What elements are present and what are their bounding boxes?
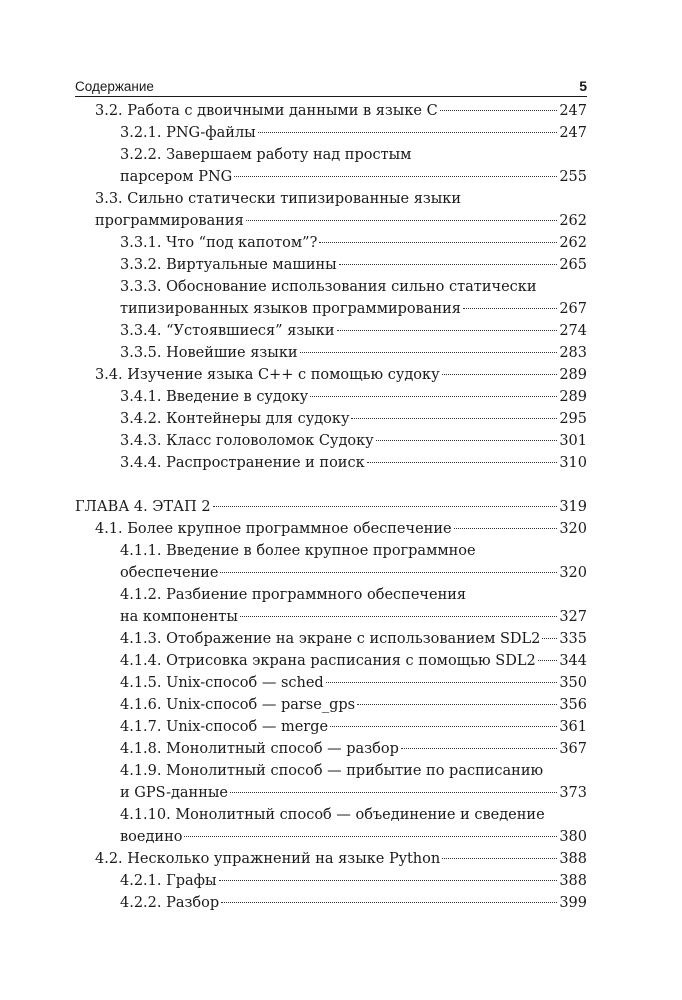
toc-entry-last-line	[120, 298, 587, 320]
toc-entry-title: программирования	[95, 213, 244, 229]
toc-entry[interactable]	[75, 254, 587, 276]
toc-entry-page-number: 265	[559, 257, 587, 273]
toc-entry[interactable]	[75, 100, 587, 122]
dot-leader	[240, 616, 557, 617]
toc-entry-title: 3.3.5. Новейшие языки	[120, 345, 298, 361]
toc-entry-title: 4.1.3. Отображение на экране с использованием SDL2	[120, 631, 541, 647]
toc-entry-title: 3.4.2. Контейнеры для судоку	[120, 411, 350, 427]
toc-entry-last-line	[120, 782, 587, 804]
dot-leader	[221, 902, 557, 903]
toc-entry-title: парсером PNG	[120, 169, 233, 185]
toc-entry-title-line: 3.2.2. Завершаем работу над простым	[120, 147, 412, 163]
toc-entry-title: 3.3.2. Виртуальные машины	[120, 257, 337, 273]
toc-entry-last-line	[120, 738, 587, 760]
toc-entry[interactable]	[75, 122, 587, 144]
toc-entry-last-line	[120, 628, 587, 650]
dot-leader	[542, 638, 557, 639]
dot-leader	[401, 748, 557, 749]
toc-entry-title: на компоненты	[120, 609, 238, 625]
dot-leader	[367, 462, 558, 463]
toc-entry[interactable]	[75, 848, 587, 870]
toc-entry-last-line	[120, 672, 587, 694]
dot-leader	[442, 858, 557, 859]
running-header	[75, 74, 587, 94]
toc-entry-page-number: 310	[559, 455, 587, 471]
toc-entry-page-number: 267	[559, 301, 587, 317]
dot-leader	[326, 682, 558, 683]
toc-entry-page-number: 380	[559, 829, 587, 845]
toc-entry-page-number: 274	[559, 323, 587, 339]
toc-entry-page-number: 283	[559, 345, 587, 361]
toc-entry[interactable]	[75, 452, 587, 474]
toc-entry[interactable]	[75, 342, 587, 364]
toc-entry-title: 4.1. Более крупное программное обеспечение	[95, 521, 452, 537]
toc-entry[interactable]	[75, 738, 587, 760]
toc-entry-title-line: 4.1.10. Монолитный способ — объединение и сведение	[120, 807, 545, 823]
dot-leader	[230, 792, 557, 793]
toc-entry-title: 4.2.1. Графы	[120, 873, 217, 889]
toc-entry-last-line	[120, 892, 587, 914]
toc-entry-page-number: 361	[559, 719, 587, 735]
toc-entry[interactable]	[75, 364, 587, 386]
toc-entry-last-line	[120, 342, 587, 364]
dot-leader	[319, 242, 557, 243]
toc-entry-page-number: 327	[559, 609, 587, 625]
toc-entry-page-number: 247	[559, 103, 587, 119]
dot-leader	[442, 374, 558, 375]
toc-entry-last-line	[120, 452, 587, 474]
toc-entry[interactable]	[75, 584, 587, 628]
toc-entry-last-line	[120, 650, 587, 672]
toc-entry-title-line: 4.1.9. Монолитный способ — прибытие по расписанию	[120, 763, 544, 779]
toc-entry-title: 3.2.1. PNG-файлы	[120, 125, 256, 141]
dot-leader	[184, 836, 557, 837]
toc-entry-page-number: 320	[559, 521, 587, 537]
toc-entry-title: 4.2. Несколько упражнений на языке Python	[95, 851, 441, 867]
toc-entry-page-number: 319	[559, 499, 587, 515]
toc-entry-title: 3.4.3. Класс головоломок Судоку	[120, 433, 374, 449]
dot-leader	[220, 572, 557, 573]
toc-entry-last-line	[120, 606, 587, 628]
dot-leader	[234, 176, 557, 177]
toc-entry-page-number: 301	[559, 433, 587, 449]
toc-entry[interactable]	[75, 430, 587, 452]
toc-entry-page-number: 356	[559, 697, 587, 713]
toc-entry-last-line	[120, 166, 587, 188]
toc-entry-page-number: 335	[559, 631, 587, 647]
header-rule	[75, 96, 587, 97]
toc-entry-page-number: 388	[559, 851, 587, 867]
toc-entry-title: 3.4.4. Распространение и поиск	[120, 455, 365, 471]
toc-entry[interactable]	[75, 232, 587, 254]
toc-entry[interactable]	[75, 870, 587, 892]
toc-entry-last-line	[120, 408, 587, 430]
toc-entry-page-number: 373	[559, 785, 587, 801]
toc-entry-last-line	[120, 122, 587, 144]
dot-leader	[330, 726, 557, 727]
toc-entry[interactable]	[75, 518, 587, 540]
toc-entry-last-line	[120, 232, 587, 254]
toc-entry-last-line	[75, 496, 587, 518]
dot-leader	[440, 110, 558, 111]
toc-entry-title: 3.4. Изучение языка С++ с помощью судоку	[95, 367, 440, 383]
toc-entry-title-line: 4.1.2. Разбиение программного обеспечения	[120, 587, 467, 603]
toc-entry-page-number: 344	[559, 653, 587, 669]
toc-entry[interactable]	[75, 650, 587, 672]
toc-entry-page-number: 247	[559, 125, 587, 141]
toc-entry-title: 4.2.2. Разбор	[120, 895, 220, 911]
toc-entry-title: 4.1.4. Отрисовка экрана расписания с помощью SDL2	[120, 653, 536, 669]
toc-entry[interactable]	[75, 892, 587, 914]
toc-entry-last-line	[95, 364, 587, 386]
toc-entry[interactable]	[75, 760, 587, 804]
toc-entry-page-number: 295	[559, 411, 587, 427]
toc-entry[interactable]	[75, 672, 587, 694]
toc-entry-last-line	[120, 320, 587, 342]
toc-entry[interactable]	[75, 188, 587, 232]
page-number: 5	[579, 78, 587, 94]
toc-entry[interactable]	[75, 320, 587, 342]
toc-entry-last-line	[95, 100, 587, 122]
dot-leader	[219, 880, 558, 881]
toc-entry[interactable]	[75, 276, 587, 320]
toc-entry-last-line	[120, 386, 587, 408]
dot-leader	[337, 330, 558, 331]
toc-entry[interactable]	[75, 804, 587, 848]
toc-entry[interactable]	[75, 628, 587, 650]
toc-entry-title: воедино	[120, 829, 183, 845]
toc-entry-page-number: 289	[559, 367, 587, 383]
toc-entry[interactable]	[75, 144, 587, 188]
toc-entry-last-line	[120, 870, 587, 892]
toc-entry-title: 4.1.5. Unix-способ — sched	[120, 675, 324, 691]
toc-entry-title: и GPS-данные	[120, 785, 228, 801]
dot-leader	[538, 660, 558, 661]
toc-entry-title-line: 4.1.1. Введение в более крупное программное	[120, 543, 476, 559]
toc-entry[interactable]	[75, 540, 587, 584]
toc-entry[interactable]	[75, 716, 587, 738]
toc-entry-title: 3.4.1. Введение в судоку	[120, 389, 309, 405]
dot-leader	[213, 506, 558, 507]
toc-entry-title: 3.2. Работа с двоичными данными в языке С	[95, 103, 438, 119]
running-header-title: Содержание	[75, 79, 154, 94]
toc-entry-title: 4.1.8. Монолитный способ — разбор	[120, 741, 399, 757]
toc-entry-title: 3.3.4. “Устоявшиеся” языки	[120, 323, 335, 339]
toc-entry-title: ГЛАВА 4. ЭТАП 2	[75, 499, 211, 515]
toc-entry-title: обеспечение	[120, 565, 219, 581]
toc-entry-last-line	[95, 210, 587, 232]
toc-entry-title: 3.3.1. Что “под капотом”?	[120, 235, 318, 251]
dot-leader	[376, 440, 558, 441]
toc-entry[interactable]	[75, 386, 587, 408]
toc-entry-last-line	[120, 562, 587, 584]
toc-entry-page-number: 320	[559, 565, 587, 581]
toc-entry-last-line	[95, 848, 587, 870]
toc-entry-page-number: 262	[559, 235, 587, 251]
toc-entry-title-line: 3.3.3. Обоснование использования сильно статически	[120, 279, 537, 295]
toc-entry-page-number: 388	[559, 873, 587, 889]
dot-leader	[357, 704, 557, 705]
toc-entry-last-line	[120, 694, 587, 716]
toc-entry-page-number: 399	[559, 895, 587, 911]
toc-entry-page-number: 350	[559, 675, 587, 691]
toc-entry-page-number: 367	[559, 741, 587, 757]
dot-leader	[463, 308, 557, 309]
dot-leader	[258, 132, 558, 133]
toc-entry-last-line	[95, 518, 587, 540]
dot-leader	[339, 264, 558, 265]
toc-entry-title: 4.1.7. Unix-способ — merge	[120, 719, 329, 735]
toc-entry[interactable]	[75, 694, 587, 716]
toc-entry-title: типизированных языков программирования	[120, 301, 461, 317]
table-of-contents	[75, 100, 587, 914]
dot-leader	[300, 352, 558, 353]
toc-entry-title-line: 3.3. Сильно статически типизированные языки	[95, 191, 462, 207]
dot-leader	[310, 396, 557, 397]
chapter-gap	[75, 474, 587, 496]
toc-entry-page-number: 289	[559, 389, 587, 405]
toc-entry-page-number: 255	[559, 169, 587, 185]
toc-entry-page-number: 262	[559, 213, 587, 229]
toc-entry-last-line	[120, 254, 587, 276]
dot-leader	[454, 528, 558, 529]
toc-entry-title: 4.1.6. Unix-способ — parse_gps	[120, 697, 356, 713]
toc-entry-last-line	[120, 826, 587, 848]
toc-entry-last-line	[120, 716, 587, 738]
toc-entry-last-line	[120, 430, 587, 452]
dot-leader	[246, 220, 558, 221]
toc-entry[interactable]	[75, 408, 587, 430]
dot-leader	[351, 418, 557, 419]
toc-chapter-entry[interactable]	[75, 496, 587, 518]
